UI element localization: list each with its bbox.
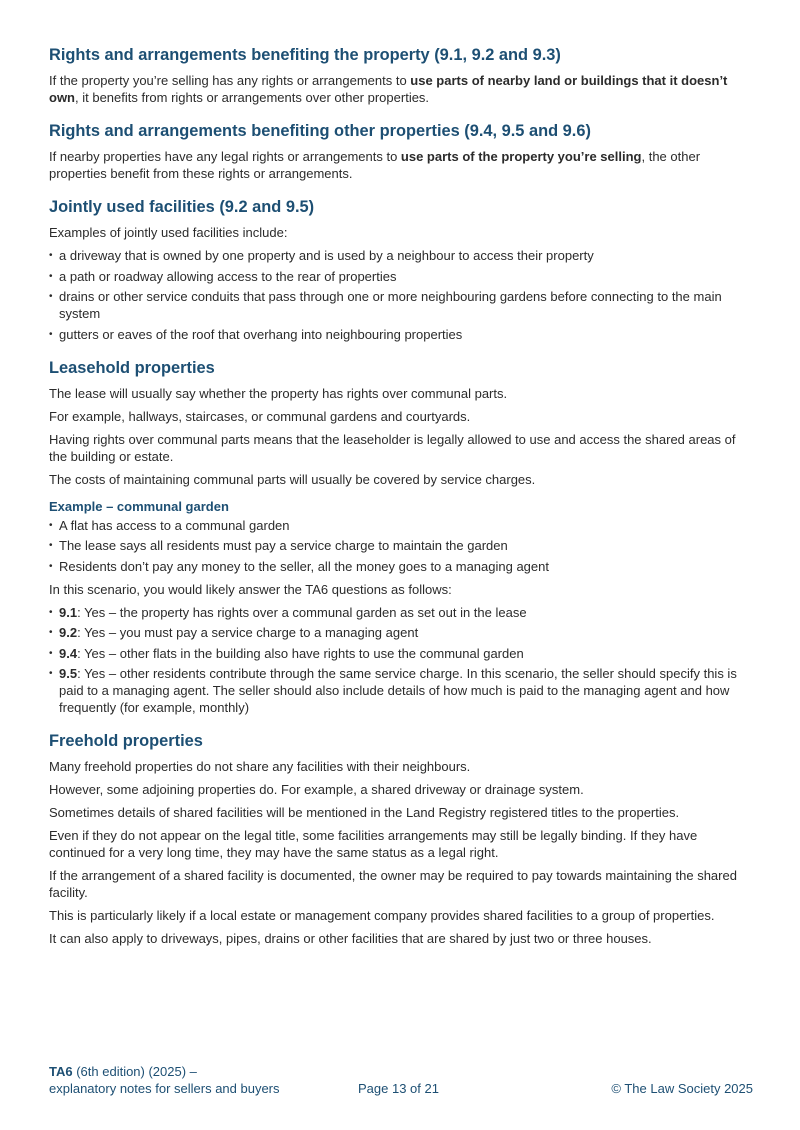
- list-item: • drains or other service conduits that pass through one or more neighbouring gardens before connecting to the main system: [49, 288, 755, 322]
- answers-intro: In this scenario, you would likely answer the TA6 questions as follows:: [49, 581, 452, 597]
- paragraph-benefit-others: [49, 148, 755, 182]
- heading-benefit-property: Rights and arrangements benefiting the property (9.1, 9.2 and 9.3): [49, 46, 561, 64]
- text-part: If nearby properties have any legal rights or arrangements to: [49, 149, 401, 164]
- jointly-used-intro: Examples of jointly used facilities include:: [49, 225, 288, 240]
- answer-text: : Yes – you must pay a service charge to a managing agent: [77, 625, 419, 640]
- paragraph: It can also apply to driveways, pipes, drains or other facilities that are shared by just two or three houses.: [49, 931, 652, 946]
- section-jointly-used: [49, 196, 755, 343]
- question-number: 9.1: [59, 604, 78, 620]
- section-leasehold: [49, 357, 755, 717]
- question-number: 9.2: [59, 625, 78, 640]
- document-page: [49, 44, 755, 961]
- answer-text: : Yes – other residents contribute through the same service charge. In this scenario, the seller should specify this is paid to a managing agent. The seller should also include details of how much is paid to the managing agent and how frequently (for example, monthly): [59, 666, 737, 715]
- text-part: , it benefits from rights or arrangements over other properties.: [75, 90, 430, 105]
- jointly-used-list: [49, 247, 755, 343]
- list-item: • Residents don’t pay any money to the seller, all the money goes to a managing agent: [49, 558, 755, 575]
- paragraph: The costs of maintaining communal parts will usually be covered by service charges.: [49, 471, 536, 487]
- heading-leasehold: Leasehold properties: [49, 358, 215, 377]
- answer-item: [49, 665, 755, 716]
- answer-item: [49, 604, 755, 621]
- question-number: 9.5: [59, 666, 78, 681]
- list-item: • A flat has access to a communal garden: [49, 517, 755, 534]
- answers-list: [49, 604, 755, 717]
- paragraph: This is particularly likely if a local estate or management company provides shared facilities to a group of properties.: [49, 908, 715, 923]
- answer-text: : Yes – other flats in the building also have rights to use the communal garden: [77, 645, 524, 661]
- form-edition: (6th edition) (2025) –: [72, 1064, 197, 1079]
- paragraph: Even if they do not appear on the legal title, some facilities arrangements may still be legally binding. If they have continued for a very long time, they may have the same status as a legal right.: [49, 828, 698, 860]
- paragraph: If the arrangement of a shared facility is documented, the owner may be required to pay towards maintaining the shared facility.: [49, 868, 737, 900]
- bold-text: use parts of nearby land or buildings that it doesn’t own: [49, 73, 728, 105]
- question-number: 9.4: [59, 645, 78, 661]
- paragraph: For example, hallways, staircases, or communal gardens and courtyards.: [49, 408, 471, 424]
- example-list: [49, 517, 755, 575]
- paragraph: Having rights over communal parts means that the leaseholder is legally allowed to use and access the shared areas of the building or estate.: [49, 431, 736, 464]
- form-code: TA6: [49, 1064, 73, 1079]
- footer-form-title: [49, 1063, 309, 1097]
- answer-item: [49, 624, 755, 641]
- answer-item: [49, 645, 755, 662]
- list-item: • a path or roadway allowing access to the rear of properties: [49, 268, 755, 285]
- list-item: • The lease says all residents must pay a service charge to maintain the garden: [49, 537, 755, 554]
- paragraph: However, some adjoining properties do. For example, a shared driveway or drainage system.: [49, 782, 584, 797]
- copyright: © The Law Society 2025: [611, 1081, 753, 1096]
- list-item: • gutters or eaves of the roof that overhang into neighbouring properties: [49, 326, 755, 343]
- heading-freehold: Freehold properties: [49, 732, 203, 750]
- text-part: , the other properties benefit from these rights or arrangements.: [49, 149, 701, 181]
- section-freehold: [49, 730, 755, 947]
- paragraph: Sometimes details of shared facilities will be mentioned in the Land Registry registered titles to the properties.: [49, 805, 680, 820]
- text-part: If the property you’re selling has any rights or arrangements to: [49, 73, 411, 88]
- heading-benefit-others: Rights and arrangements benefiting other properties (9.4, 9.5 and 9.6): [49, 122, 591, 140]
- paragraph: Many freehold properties do not share any facilities with their neighbours.: [49, 759, 471, 774]
- paragraph-benefit-property: [49, 72, 755, 106]
- footer-form-line2: explanatory notes for sellers and buyers: [49, 1081, 280, 1096]
- section-benefit-property: [49, 44, 755, 106]
- bold-text: use parts of the property you’re selling: [400, 149, 642, 164]
- heading-jointly-used: Jointly used facilities (9.2 and 9.5): [49, 198, 315, 216]
- page-number: Page 13 of 21: [358, 1081, 439, 1096]
- section-benefit-others: [49, 120, 755, 182]
- example-heading: Example – communal garden: [49, 498, 229, 514]
- footer-form-line1: [49, 1063, 309, 1080]
- paragraph: The lease will usually say whether the property has rights over communal parts.: [49, 385, 508, 401]
- list-item: • a driveway that is owned by one property and is used by a neighbour to access their property: [49, 247, 755, 264]
- answer-text: : Yes – the property has rights over a communal garden as set out in the lease: [77, 604, 527, 620]
